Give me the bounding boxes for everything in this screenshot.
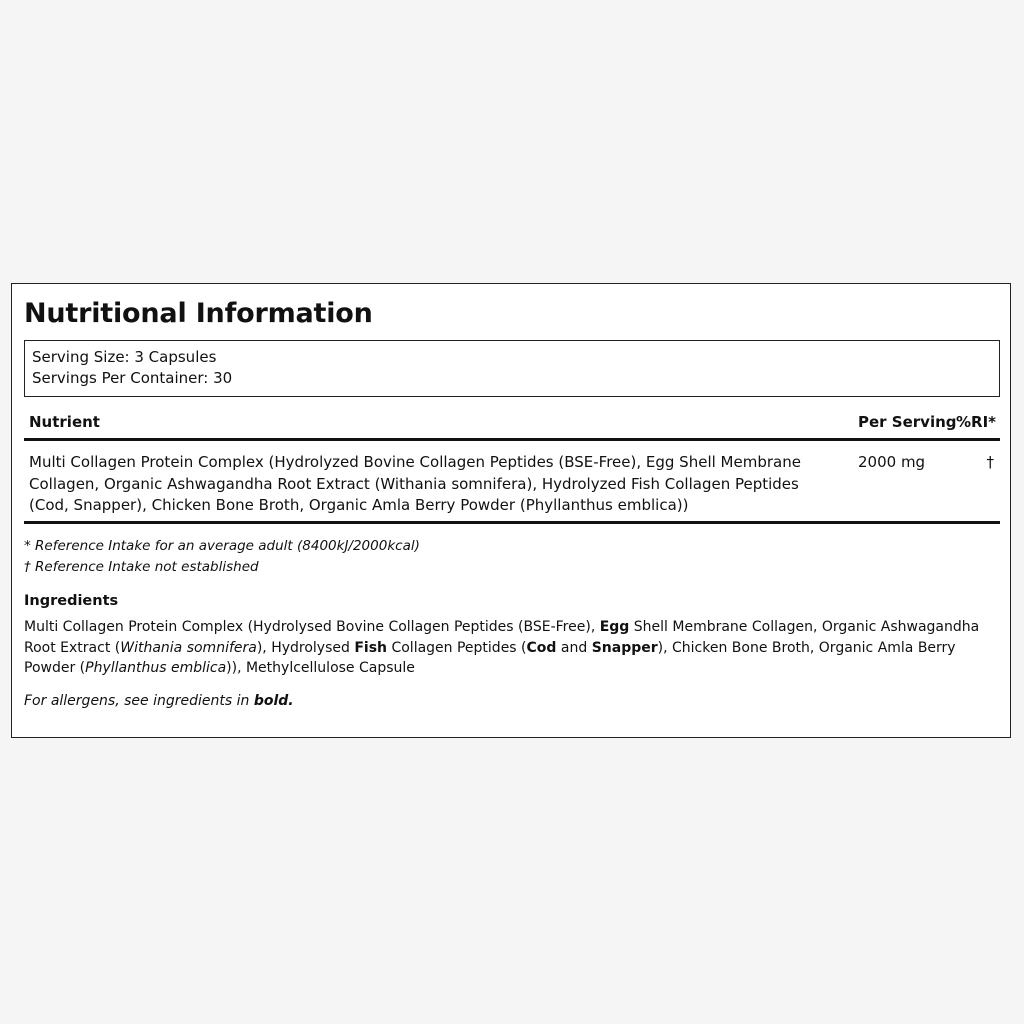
footnote-reference-intake: * Reference Intake for an average adult (8400kJ/2000kcal) [24, 538, 420, 554]
allergen-note-bold: bold. [253, 693, 294, 709]
ingredients-heading: Ingredients [24, 593, 119, 609]
allergen-note [24, 693, 294, 709]
header-ri: %RI* [955, 413, 996, 431]
allergen-egg: Egg [599, 619, 630, 635]
allergen-snapper: Snapper [591, 639, 658, 656]
ingredients-part: ), Chicken Bone Broth, Organic Amla Berry Powder ( [24, 639, 956, 676]
table-row [24, 449, 1000, 524]
footnote-not-established: † Reference Intake not established [24, 558, 259, 575]
ingredients-part: and [556, 639, 592, 656]
ingredients-part: Collagen Peptides ( [387, 639, 527, 656]
ingredients-part: Shell Membrane Collagen, Organic Ashwagandha Root Extract ( [24, 619, 980, 656]
servings-per-container: Servings Per Container: 30 [32, 369, 233, 387]
ingredients-part: )), Methylcellulose Capsule [226, 660, 415, 676]
nutrition-panel [11, 283, 1011, 738]
header-nutrient: Nutrient [29, 413, 100, 431]
nutrient-cell: Multi Collagen Protein Complex (Hydrolyzed Bovine Collagen Peptides (BSE-Free), Egg Shell Membrane Collagen, Organic Ashwagandha Root Extract (Withania somnifera), Hydrolyzed Fish Collagen Peptides (Cod, Snapper), Chicken Bone Broth, Organic Amla Berry Powder (Phyllanthus emblica)) [29, 453, 801, 514]
ingredients-part: Multi Collagen Protein Complex (Hydrolysed Bovine Collagen Peptides (BSE-Free), [24, 619, 600, 635]
allergen-fish: Fish [354, 639, 388, 656]
serving-info-box [24, 340, 1000, 397]
page-title: Nutritional Information [24, 298, 373, 329]
per-serving-cell: 2000 mg [858, 453, 926, 471]
ingredients-part: ), Hydrolysed [256, 639, 355, 656]
ingredients-text [24, 617, 1000, 679]
header-per-serving: Per Serving [858, 413, 957, 431]
footnotes [24, 536, 420, 577]
botanical-name: Phyllanthus emblica [85, 660, 227, 676]
serving-size: Serving Size: 3 Capsules [32, 348, 217, 366]
table-header [24, 406, 1000, 441]
botanical-name: Withania somnifera [120, 639, 257, 656]
allergen-note-text: For allergens, see ingredients in [24, 693, 254, 709]
ri-cell: † [986, 453, 994, 471]
allergen-cod: Cod [526, 639, 557, 656]
